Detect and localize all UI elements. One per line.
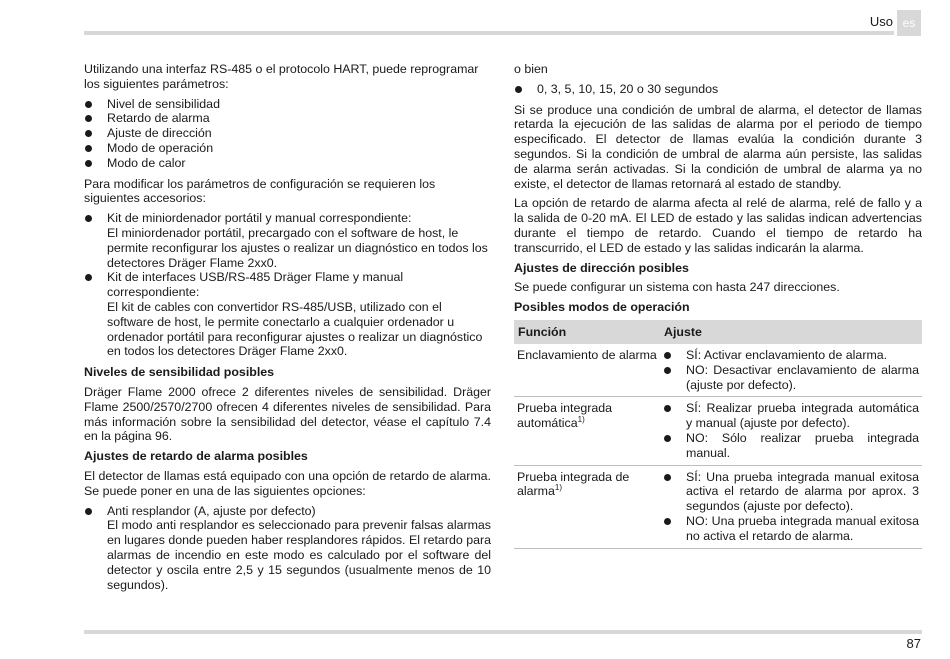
- page-number: 87: [906, 636, 921, 651]
- address-heading: Ajustes de dirección posibles: [514, 260, 689, 275]
- accessory-title: Kit de miniordenador portátil y manual correspondiente:: [107, 211, 412, 226]
- list-item: SÍ: Activar enclavamiento de alarma.: [663, 348, 919, 363]
- accessories-list: [84, 211, 491, 359]
- footer-rule: [84, 630, 922, 634]
- table-cell-function: [514, 344, 660, 397]
- list-item: Retardo de alarma: [84, 111, 491, 126]
- table-row: [514, 397, 922, 465]
- list-item: Modo de operación: [84, 141, 491, 156]
- delay-option-title: Anti resplandor (A, ajuste por defecto): [107, 503, 316, 518]
- intro-paragraph: Utilizando una interfaz RS-485 o el protocolo HART, puede reprogramar los siguientes parámetros:: [84, 62, 479, 91]
- header-title: Uso: [869, 14, 893, 29]
- table-row: [514, 344, 922, 397]
- or-text: o bien: [514, 62, 548, 76]
- table-header-row: [514, 320, 922, 344]
- table-cell-function: [514, 465, 660, 548]
- modes-heading: Posibles modos de operación: [514, 300, 690, 315]
- delay-effect-paragraph: La opción de retardo de alarma afecta al relé de alarma, relé de fallo y a la salida de 0-20 mA. El LED de estado y las salidas indican advertencias durante el tiempo de retardo. Cuando el tiempo de retardo ha transcurrido, el LED de estado y las salidas indicarán la alarma.: [514, 196, 922, 255]
- table-cell-settings: [660, 344, 922, 397]
- seconds-list: [514, 82, 922, 97]
- list-item: [84, 504, 491, 593]
- left-column: [84, 62, 491, 598]
- accessory-title: Kit de interfaces USB/RS-485 Dräger Flame y manual correspondiente:: [107, 270, 404, 300]
- accessories-intro: Para modificar los parámetros de configuración se requieren los siguientes accesorios:: [84, 176, 436, 206]
- list-item: Ajuste de dirección: [84, 126, 491, 141]
- table-header-function: Función: [514, 320, 660, 344]
- settings-list: [663, 401, 919, 460]
- function-label: Prueba integrada de alarma: [517, 469, 630, 499]
- table-header-setting: Ajuste: [660, 320, 922, 344]
- sensitivity-paragraph: Dräger Flame 2000 ofrece 2 diferentes niveles de sensibilidad. Dräger Flame 2500/2570/2700 ofrecen 4 diferentes niveles de sensibilidad. Para más información sobre la sensibilidad del detector, véase el capítulo 7.4 en la página 96.: [84, 384, 491, 444]
- list-item: [84, 211, 491, 270]
- footnote-marker: 1): [577, 415, 585, 425]
- list-item: NO: Una prueba integrada manual exitosa no activa el retardo de alarma.: [663, 514, 919, 544]
- list-item: [84, 270, 491, 359]
- table-cell-function: [514, 397, 660, 465]
- list-item: SÍ: Realizar prueba integrada automática y manual (ajuste por defecto).: [663, 401, 919, 431]
- delay-options-list: [84, 504, 491, 593]
- parameter-list: [84, 97, 491, 171]
- settings-list: [663, 348, 919, 392]
- list-item: Nivel de sensibilidad: [84, 97, 491, 112]
- accessory-text: El kit de cables con convertidor RS-485/USB, utilizado con el software de host, le permite conectarlo a cualquier ordenador u ordenador portátil para reconfigurar ajustes o realizar un diagnóstico en todos los detectores Dräger Flame 2xx0.: [107, 299, 483, 359]
- delay-option-text: El modo anti resplandor es seleccionado para prevenir falsas alarmas en lugares donde pueden haber resplandores rápidos. El retardo para alarmas de incendio en este modo es calculado por el software del detector y oscila entre 2,5 y 15 segundos (usualmente menos de 10 segundos).: [107, 518, 491, 592]
- header-rule: [84, 31, 894, 35]
- function-label: Prueba integrada automática: [517, 401, 613, 431]
- sensitivity-heading: Niveles de sensibilidad posibles: [84, 365, 275, 380]
- right-column: [514, 62, 922, 549]
- table-cell-settings: [660, 397, 922, 465]
- list-item: SÍ: Una prueba integrada manual exitosa activa el retardo de alarma por aprox. 3 segundos (ajuste por defecto).: [663, 470, 919, 514]
- function-label: Enclavamiento de alarma: [517, 347, 657, 362]
- delay-paragraph: El detector de llamas está equipado con una opción de retardo de alarma. Se puede poner en una de las siguientes opciones:: [84, 468, 491, 498]
- delay-explanation-paragraph: Si se produce una condición de umbral de alarma, el detector de llamas retarda la ejecución de las salidas de alarma por el periodo de tiempo especificado. El detector de llamas evalúa la condición durante 3 segundos. Si la condición de umbral de alarma aún persiste, las salidas de alarma serán activadas. Si la condición de umbral de alarma ya no existe, el detector de llamas retornará al estado de standby.: [514, 102, 922, 191]
- list-item: NO: Desactivar enclavamiento de alarma (ajuste por defecto).: [663, 363, 919, 393]
- operation-modes-table: [514, 320, 922, 549]
- accessory-text: El miniordenador portátil, precargado con el software de host, le permite reconfigurar los ajustes o realizar un diagnóstico en todos los detectores Dräger Flame 2xx0.: [107, 225, 488, 270]
- address-paragraph: Se puede configurar un sistema con hasta 247 direcciones.: [514, 280, 840, 295]
- list-item: Modo de calor: [84, 156, 491, 171]
- language-badge: es: [897, 10, 921, 36]
- delay-heading: Ajustes de retardo de alarma posibles: [84, 449, 308, 464]
- list-item: NO: Sólo realizar prueba integrada manual.: [663, 431, 919, 461]
- table-row: [514, 465, 922, 548]
- settings-list: [663, 470, 919, 544]
- footnote-marker: 1): [554, 483, 562, 493]
- table-cell-settings: [660, 465, 922, 548]
- list-item: 0, 3, 5, 10, 15, 20 o 30 segundos: [514, 82, 922, 97]
